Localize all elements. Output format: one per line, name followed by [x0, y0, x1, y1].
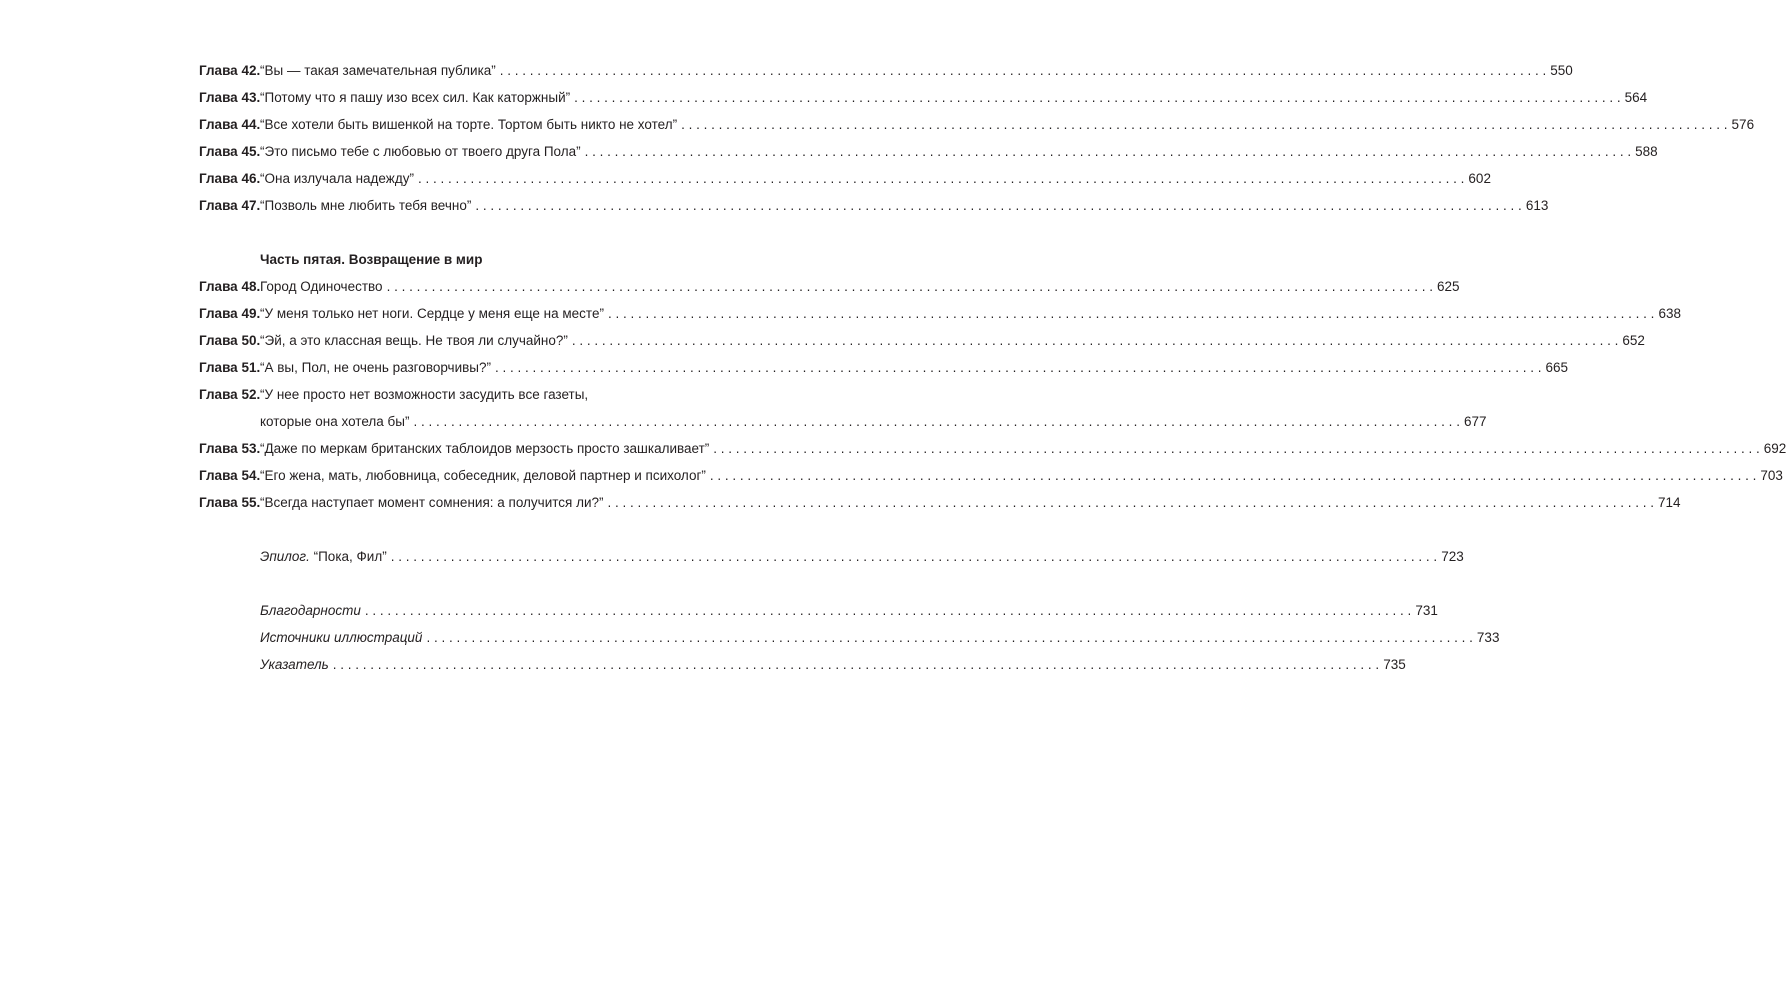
- page-number: 677: [1463, 414, 1487, 429]
- chapter-number: Глава 48.: [199, 279, 261, 294]
- page-number: 564: [1624, 90, 1648, 105]
- dot-leader: [418, 165, 1464, 192]
- page-number: 625: [1437, 279, 1460, 294]
- chapter-title: “А вы, Пол, не очень разговорчивы?”: [260, 360, 492, 375]
- toc-entry[interactable]: [199, 300, 1681, 327]
- chapter-number: Глава 49.: [199, 306, 261, 321]
- page-number: 723: [1441, 549, 1464, 564]
- table-of-contents: [199, 57, 1786, 678]
- dot-leader: [391, 543, 1437, 570]
- back-matter-title: Источники иллюстраций: [260, 630, 423, 645]
- section-spacer: [199, 570, 749, 597]
- chapter-title: “Потому что я пашу изо всех сил. Как каторжный”: [260, 90, 571, 105]
- chapter-title: “Это письмо тебе с любовью от твоего друга Пола”: [260, 144, 581, 159]
- dot-leader: [585, 138, 1631, 165]
- toc-entry[interactable]: [199, 165, 1491, 192]
- page-number: 550: [1550, 63, 1573, 78]
- back-matter-title: Благодарности: [260, 603, 361, 618]
- chapter-number: Глава 53.: [199, 441, 261, 456]
- dot-leader: [387, 273, 1433, 300]
- toc-entry-epilogue[interactable]: [199, 543, 1464, 570]
- page-number: 602: [1468, 171, 1491, 186]
- toc-entry[interactable]: [199, 111, 1755, 138]
- chapter-title: Город Одиночество: [260, 279, 383, 294]
- page-number: 733: [1476, 630, 1500, 645]
- chapter-title: “Вы — такая замечательная публика”: [260, 63, 496, 78]
- chapter-title-line-1: “У нее просто нет возможности засудить все газеты,: [260, 387, 589, 402]
- chapter-number: Глава 55.: [199, 495, 261, 510]
- page-number: 692: [1763, 441, 1786, 456]
- dot-leader: [426, 624, 1472, 651]
- toc-entry[interactable]: [199, 138, 1658, 165]
- chapter-number: Глава 52.: [199, 387, 261, 402]
- toc-entry-back-matter[interactable]: [199, 651, 1406, 678]
- section-spacer: [199, 219, 749, 246]
- chapter-title: “Все хотели быть вишенкой на торте. Тортом быть никто не хотел”: [260, 117, 678, 132]
- toc-entry[interactable]: [199, 381, 749, 408]
- dot-leader: [413, 408, 1459, 435]
- toc-entry-back-matter[interactable]: [199, 597, 1438, 624]
- page-number: 735: [1383, 657, 1406, 672]
- chapter-number: Глава 50.: [199, 333, 261, 348]
- epilogue-title: Эпилог. “Пока, Фил”: [260, 549, 387, 564]
- chapter-title: “Позволь мне любить тебя вечно”: [260, 198, 472, 213]
- toc-entry-continuation[interactable]: [199, 408, 1487, 435]
- chapter-number: Глава 43.: [199, 90, 261, 105]
- page-number: 703: [1760, 468, 1783, 483]
- dot-leader: [475, 192, 1521, 219]
- page-number: 576: [1731, 117, 1755, 132]
- toc-entry[interactable]: [199, 57, 1573, 84]
- chapter-number: Глава 44.: [199, 117, 261, 132]
- dot-leader: [710, 462, 1756, 489]
- chapter-title-line-2: которые она хотела бы”: [260, 414, 410, 429]
- chapter-number: Глава 47.: [199, 198, 261, 213]
- section-spacer: [199, 516, 749, 543]
- toc-entry[interactable]: [199, 489, 1681, 516]
- toc-entry[interactable]: [199, 462, 1783, 489]
- page-number: 638: [1658, 306, 1681, 321]
- toc-entry[interactable]: [199, 435, 1786, 462]
- page-number: 731: [1415, 603, 1438, 618]
- chapter-number: Глава 42.: [199, 63, 261, 78]
- page-number: 613: [1525, 198, 1549, 213]
- toc-entry[interactable]: [199, 84, 1648, 111]
- dot-leader: [713, 435, 1759, 462]
- dot-leader: [608, 489, 1654, 516]
- part-heading: Часть пятая. Возвращение в мир: [260, 252, 483, 267]
- page-number: 652: [1622, 333, 1645, 348]
- chapter-number: Глава 45.: [199, 144, 261, 159]
- dot-leader: [572, 327, 1618, 354]
- page-number: 665: [1545, 360, 1569, 375]
- dot-leader: [681, 111, 1727, 138]
- toc-entry[interactable]: [199, 273, 1460, 300]
- toc-entry[interactable]: [199, 192, 1549, 219]
- chapter-title: “Эй, а это классная вещь. Не твоя ли случайно?”: [260, 333, 568, 348]
- chapter-title: “Всегда наступает момент сомнения: а получится ли?”: [260, 495, 604, 510]
- page-number: 588: [1635, 144, 1658, 159]
- dot-leader: [333, 651, 1379, 678]
- back-matter-title: Указатель: [260, 657, 329, 672]
- toc-entry[interactable]: [199, 354, 1569, 381]
- toc-entry-back-matter[interactable]: [199, 624, 1500, 651]
- chapter-number: Глава 51.: [199, 360, 261, 375]
- chapter-number: Глава 46.: [199, 171, 261, 186]
- chapter-title: “У меня только нет ноги. Сердце у меня еще на месте”: [260, 306, 604, 321]
- dot-leader: [574, 84, 1620, 111]
- page-number: 714: [1657, 495, 1681, 510]
- dot-leader: [500, 57, 1546, 84]
- toc-entry[interactable]: [199, 327, 1645, 354]
- chapter-title: “Она излучала надежду”: [260, 171, 414, 186]
- chapter-title: “Его жена, мать, любовница, собеседник, деловой партнер и психолог”: [260, 468, 706, 483]
- dot-leader: [365, 597, 1411, 624]
- dot-leader: [608, 300, 1654, 327]
- chapter-number: Глава 54.: [199, 468, 261, 483]
- chapter-title: “Даже по меркам британских таблоидов мерзость просто зашкаливает”: [260, 441, 710, 456]
- dot-leader: [495, 354, 1541, 381]
